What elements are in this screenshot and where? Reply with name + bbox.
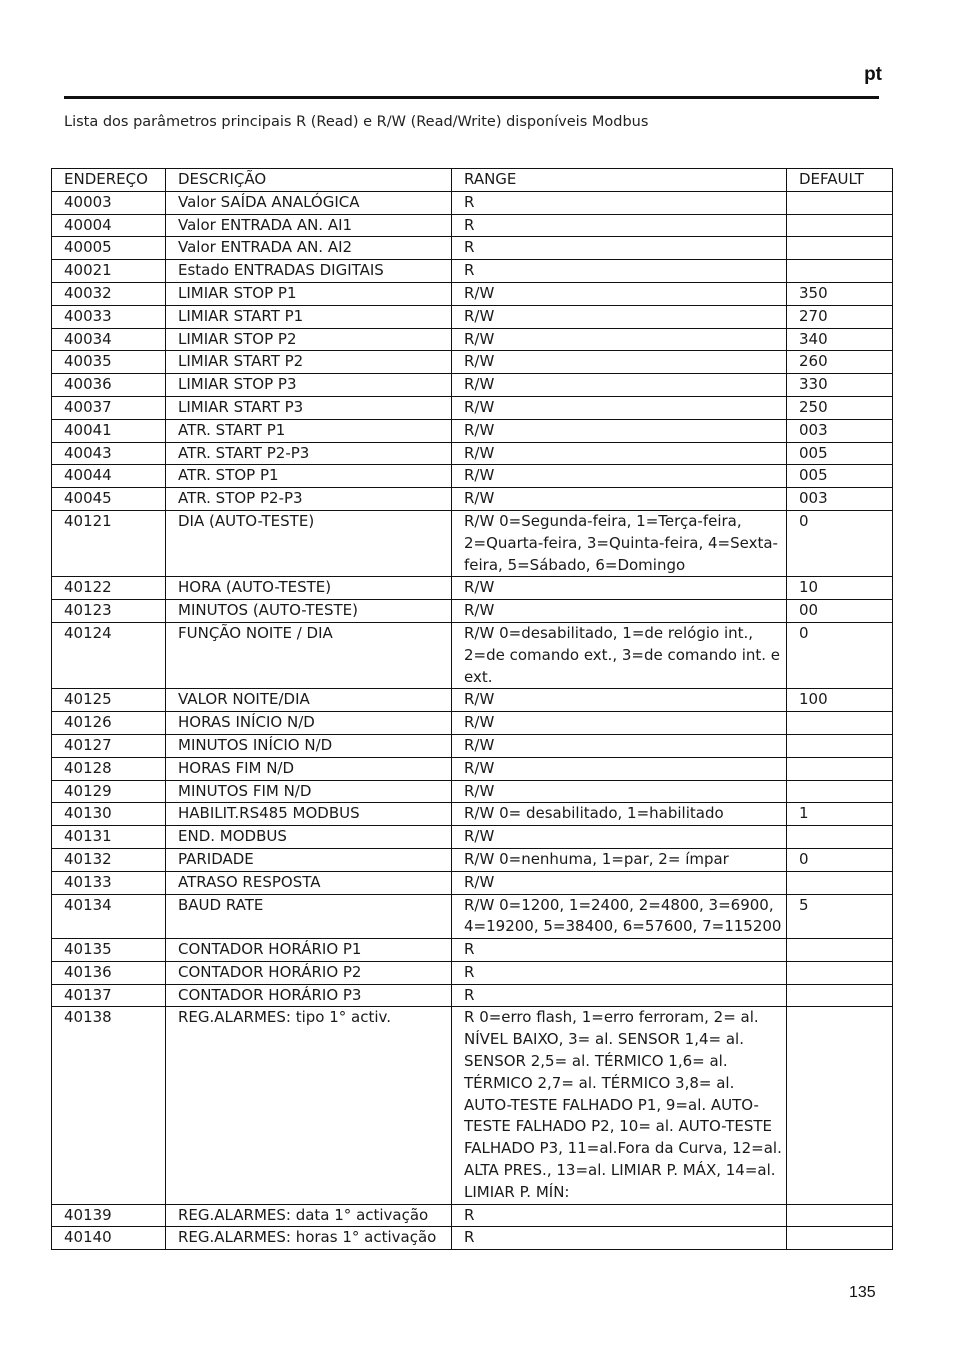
cell-description: REG.ALARMES: data 1° activação [166, 1204, 452, 1227]
table-row [52, 1227, 893, 1250]
cell-default [787, 961, 893, 984]
modbus-parameters-table [51, 168, 893, 1250]
table-header-row [52, 169, 893, 192]
cell-address: 40140 [52, 1227, 166, 1250]
table-row [52, 961, 893, 984]
cell-range: R/W [452, 780, 787, 803]
header-rule [64, 96, 879, 99]
cell-range: R/W [452, 871, 787, 894]
table-row [52, 826, 893, 849]
cell-address: 40137 [52, 984, 166, 1007]
cell-description: ATR. START P1 [166, 419, 452, 442]
cell-address: 40122 [52, 577, 166, 600]
cell-address: 40121 [52, 510, 166, 576]
cell-default [787, 214, 893, 237]
cell-description: LIMIAR STOP P2 [166, 328, 452, 351]
cell-description: LIMIAR STOP P3 [166, 374, 452, 397]
cell-description: MINUTOS INÍCIO N/D [166, 734, 452, 757]
cell-address: 40045 [52, 488, 166, 511]
table-row [52, 419, 893, 442]
cell-address: 40041 [52, 419, 166, 442]
cell-default: 003 [787, 419, 893, 442]
cell-default [787, 1227, 893, 1250]
cell-description: HABILIT.RS485 MODBUS [166, 803, 452, 826]
cell-default: 0 [787, 848, 893, 871]
cell-range: R/W 0=Segunda-feira, 1=Terça-feira, 2=Quarta-feira, 3=Quinta-feira, 4=Sexta-feira, 5=Sábado, 6=Domingo [452, 510, 787, 576]
cell-address: 40005 [52, 237, 166, 260]
cell-description: ATR. START P2-P3 [166, 442, 452, 465]
cell-description: Valor SAÍDA ANALÓGICA [166, 191, 452, 214]
cell-default: 0 [787, 622, 893, 688]
table-row [52, 214, 893, 237]
intro-text: Lista dos parâmetros principais R (Read) e R/W (Read/Write) disponíveis Modbus [64, 114, 649, 130]
cell-address: 40132 [52, 848, 166, 871]
cell-address: 40131 [52, 826, 166, 849]
cell-address: 40037 [52, 396, 166, 419]
cell-default [787, 871, 893, 894]
cell-address: 40134 [52, 894, 166, 939]
cell-default: 003 [787, 488, 893, 511]
cell-range: R/W [452, 419, 787, 442]
cell-address: 40129 [52, 780, 166, 803]
cell-description: MINUTOS FIM N/D [166, 780, 452, 803]
cell-default [787, 939, 893, 962]
cell-address: 40033 [52, 305, 166, 328]
cell-default [787, 712, 893, 735]
column-header-default: DEFAULT [787, 169, 893, 192]
column-header-description: DESCRIÇÃO [166, 169, 452, 192]
cell-description: END. MODBUS [166, 826, 452, 849]
cell-default [787, 780, 893, 803]
cell-default: 250 [787, 396, 893, 419]
cell-default [787, 734, 893, 757]
cell-description: Estado ENTRADAS DIGITAIS [166, 260, 452, 283]
cell-address: 40135 [52, 939, 166, 962]
cell-range: R/W [452, 305, 787, 328]
cell-default: 330 [787, 374, 893, 397]
cell-default [787, 984, 893, 1007]
table-row [52, 374, 893, 397]
cell-description: BAUD RATE [166, 894, 452, 939]
table-row [52, 1204, 893, 1227]
cell-range: R [452, 214, 787, 237]
cell-range: R [452, 1227, 787, 1250]
cell-description: Valor ENTRADA AN. AI1 [166, 214, 452, 237]
cell-address: 40004 [52, 214, 166, 237]
cell-range: R/W 0= desabilitado, 1=habilitado [452, 803, 787, 826]
table-row [52, 442, 893, 465]
cell-default: 0 [787, 510, 893, 576]
cell-range: R [452, 1204, 787, 1227]
cell-address: 40021 [52, 260, 166, 283]
cell-default: 005 [787, 442, 893, 465]
cell-description: PARIDADE [166, 848, 452, 871]
cell-description: LIMIAR START P1 [166, 305, 452, 328]
cell-range: R/W [452, 826, 787, 849]
cell-address: 40127 [52, 734, 166, 757]
cell-range: R/W [452, 689, 787, 712]
cell-range: R/W [452, 757, 787, 780]
cell-description: ATR. STOP P2-P3 [166, 488, 452, 511]
cell-description: HORAS FIM N/D [166, 757, 452, 780]
cell-address: 40034 [52, 328, 166, 351]
cell-range: R/W [452, 442, 787, 465]
cell-default [787, 757, 893, 780]
language-code: pt [864, 64, 882, 85]
cell-description: REG.ALARMES: horas 1° activação [166, 1227, 452, 1250]
table-row [52, 191, 893, 214]
cell-address: 40139 [52, 1204, 166, 1227]
cell-description: VALOR NOITE/DIA [166, 689, 452, 712]
cell-description: CONTADOR HORÁRIO P2 [166, 961, 452, 984]
table-body [52, 191, 893, 1249]
cell-default: 1 [787, 803, 893, 826]
cell-address: 40138 [52, 1007, 166, 1204]
table-row [52, 282, 893, 305]
cell-address: 40043 [52, 442, 166, 465]
cell-description: REG.ALARMES: tipo 1° activ. [166, 1007, 452, 1204]
cell-description: CONTADOR HORÁRIO P3 [166, 984, 452, 1007]
cell-address: 40036 [52, 374, 166, 397]
table-row [52, 577, 893, 600]
cell-range: R/W [452, 396, 787, 419]
cell-range: R/W [452, 374, 787, 397]
table-row [52, 260, 893, 283]
cell-default: 100 [787, 689, 893, 712]
cell-default [787, 826, 893, 849]
cell-range: R [452, 260, 787, 283]
cell-description: LIMIAR START P2 [166, 351, 452, 374]
table-row [52, 237, 893, 260]
column-header-range: RANGE [452, 169, 787, 192]
cell-description: Valor ENTRADA AN. AI2 [166, 237, 452, 260]
cell-address: 40124 [52, 622, 166, 688]
cell-description: MINUTOS (AUTO-TESTE) [166, 600, 452, 623]
cell-address: 40003 [52, 191, 166, 214]
cell-range: R/W [452, 488, 787, 511]
column-header-address: ENDEREÇO [52, 169, 166, 192]
cell-description: LIMIAR START P3 [166, 396, 452, 419]
cell-range: R/W [452, 465, 787, 488]
cell-default: 00 [787, 600, 893, 623]
table-row [52, 351, 893, 374]
table-row [52, 712, 893, 735]
cell-address: 40126 [52, 712, 166, 735]
cell-range: R [452, 984, 787, 1007]
cell-default: 340 [787, 328, 893, 351]
cell-default [787, 1204, 893, 1227]
table-row [52, 510, 893, 576]
cell-default: 5 [787, 894, 893, 939]
cell-description: LIMIAR STOP P1 [166, 282, 452, 305]
cell-range: R/W 0=1200, 1=2400, 2=4800, 3=6900, 4=19200, 5=38400, 6=57600, 7=115200 [452, 894, 787, 939]
cell-description: DIA (AUTO-TESTE) [166, 510, 452, 576]
page-number: 135 [849, 1284, 876, 1301]
table-row [52, 689, 893, 712]
table-row [52, 622, 893, 688]
cell-range: R [452, 237, 787, 260]
cell-range: R/W 0=nenhuma, 1=par, 2= ímpar [452, 848, 787, 871]
table-row [52, 803, 893, 826]
table-row [52, 939, 893, 962]
cell-default [787, 237, 893, 260]
cell-address: 40136 [52, 961, 166, 984]
cell-description: CONTADOR HORÁRIO P1 [166, 939, 452, 962]
cell-range: R/W [452, 577, 787, 600]
cell-range: R/W [452, 734, 787, 757]
cell-default: 10 [787, 577, 893, 600]
table-row [52, 871, 893, 894]
table-row [52, 396, 893, 419]
cell-range: R/W [452, 351, 787, 374]
cell-range: R [452, 961, 787, 984]
table-row [52, 328, 893, 351]
cell-default [787, 260, 893, 283]
cell-address: 40123 [52, 600, 166, 623]
cell-description: FUNÇÃO NOITE / DIA [166, 622, 452, 688]
table-row [52, 600, 893, 623]
cell-range: R [452, 191, 787, 214]
cell-description: ATRASO RESPOSTA [166, 871, 452, 894]
table-row [52, 488, 893, 511]
table-row [52, 894, 893, 939]
cell-range: R/W [452, 600, 787, 623]
table-row [52, 465, 893, 488]
cell-default: 270 [787, 305, 893, 328]
cell-default: 005 [787, 465, 893, 488]
cell-default: 350 [787, 282, 893, 305]
cell-address: 40133 [52, 871, 166, 894]
cell-range: R 0=erro flash, 1=erro ferroram, 2= al. NÍVEL BAIXO, 3= al. SENSOR 1,4= al. SENSOR 2,5= al. TÉRMICO 1,6= al. TÉRMICO 2,7= al. TÉRMICO 3,8= al. AUTO-TESTE FALHADO P1, 9=al. AUTO-TESTE FALHADO P2, 10= al. AUTO-TESTE FALHADO P3, 11=al.Fora da Curva, 12=al. ALTA PRES., 13=al. LIMIAR P. MÁX, 14=al. LIMIAR P. MÍN: [452, 1007, 787, 1204]
table-row [52, 1007, 893, 1204]
table-row [52, 848, 893, 871]
table-row [52, 984, 893, 1007]
cell-range: R/W 0=desabilitado, 1=de relógio int., 2=de comando ext., 3=de comando int. e ext. [452, 622, 787, 688]
cell-range: R/W [452, 282, 787, 305]
table-row [52, 780, 893, 803]
table-row [52, 757, 893, 780]
cell-range: R/W [452, 712, 787, 735]
cell-default [787, 191, 893, 214]
cell-address: 40035 [52, 351, 166, 374]
table-row [52, 734, 893, 757]
table-row [52, 305, 893, 328]
cell-default [787, 1007, 893, 1204]
cell-description: HORAS INÍCIO N/D [166, 712, 452, 735]
cell-description: ATR. STOP P1 [166, 465, 452, 488]
cell-description: HORA (AUTO-TESTE) [166, 577, 452, 600]
cell-range: R/W [452, 328, 787, 351]
cell-address: 40125 [52, 689, 166, 712]
cell-default: 260 [787, 351, 893, 374]
cell-address: 40044 [52, 465, 166, 488]
cell-address: 40128 [52, 757, 166, 780]
cell-range: R [452, 939, 787, 962]
cell-address: 40130 [52, 803, 166, 826]
cell-address: 40032 [52, 282, 166, 305]
